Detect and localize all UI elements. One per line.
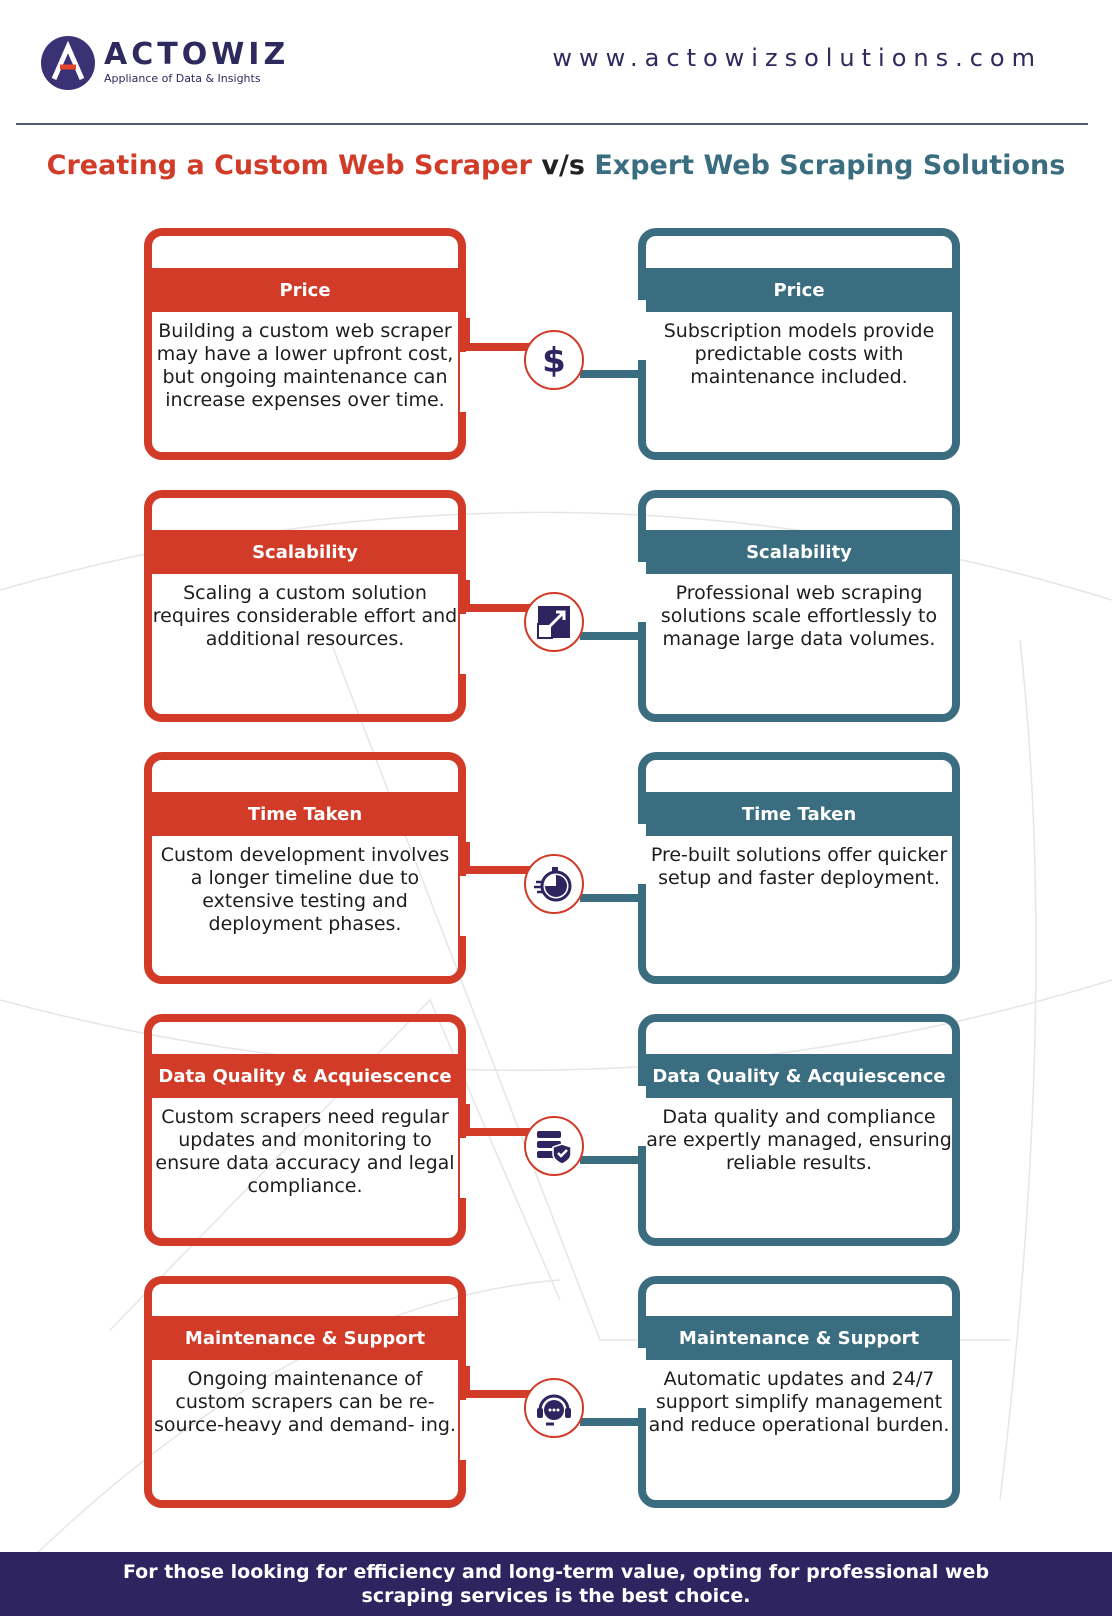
card-expert-data-quality bbox=[638, 1014, 960, 1246]
card-text: Automatic updates and 24/7 support simplify management and reduce operational burden. bbox=[648, 1368, 950, 1436]
card-text: Subscription models provide predictable costs with maintenance included. bbox=[663, 320, 935, 388]
card-expert-scalability bbox=[638, 490, 960, 722]
footer-banner bbox=[0, 1552, 1112, 1616]
card-heading: Maintenance & Support bbox=[144, 1316, 466, 1360]
card-text: Ongoing maintenance of custom scrapers can be re- source-heavy and demand- ing. bbox=[154, 1368, 456, 1436]
card-text: Professional web scraping solutions scale effortlessly to manage large data volumes. bbox=[660, 582, 938, 650]
svg-text:$: $ bbox=[542, 341, 566, 380]
title-expert: Expert Web Scraping Solutions bbox=[594, 150, 1066, 181]
logo-name: ACTOWIZ bbox=[104, 37, 290, 72]
website-link[interactable]: www.actowizsolutions.com bbox=[552, 44, 1042, 72]
title-vs: v/s bbox=[541, 150, 585, 181]
card-heading: Price bbox=[638, 268, 960, 312]
card-custom-scalability bbox=[144, 490, 466, 722]
scale-up-icon bbox=[524, 592, 584, 652]
card-heading: Data Quality & Acquiescence bbox=[638, 1054, 960, 1098]
card-custom-time bbox=[144, 752, 466, 984]
dollar-icon bbox=[524, 330, 584, 390]
card-heading: Time Taken bbox=[638, 792, 960, 836]
card-text: Building a custom web scraper may have a lower upfront cost, but ongoing maintenance can increase expenses over time. bbox=[156, 320, 454, 411]
card-custom-maintenance bbox=[144, 1276, 466, 1508]
footer-text: For those looking for efficiency and long-term value, opting for professional web scraping services is the best choice. bbox=[122, 1561, 990, 1607]
card-expert-maintenance bbox=[638, 1276, 960, 1508]
title-custom: Creating a Custom Web Scraper bbox=[46, 150, 532, 181]
card-heading: Maintenance & Support bbox=[638, 1316, 960, 1360]
card-expert-price bbox=[638, 228, 960, 460]
logo-tagline: Appliance of Data & Insights bbox=[104, 72, 261, 85]
card-custom-data-quality bbox=[144, 1014, 466, 1246]
support-headset-icon bbox=[524, 1378, 584, 1438]
card-heading: Scalability bbox=[638, 530, 960, 574]
card-text: Scaling a custom solution requires considerable effort and additional resources. bbox=[152, 582, 458, 650]
card-heading: Scalability bbox=[144, 530, 466, 574]
card-heading: Price bbox=[144, 268, 466, 312]
stopwatch-icon bbox=[524, 854, 584, 914]
card-text: Data quality and compliance are expertly managed, ensuring reliable results. bbox=[646, 1106, 952, 1174]
card-heading: Data Quality & Acquiescence bbox=[144, 1054, 466, 1098]
card-text: Custom scrapers need regular updates and monitoring to ensure data accuracy and legal compliance. bbox=[155, 1106, 455, 1197]
card-custom-price bbox=[144, 228, 466, 460]
card-text: Pre-built solutions offer quicker setup and faster deployment. bbox=[650, 844, 948, 889]
card-expert-time bbox=[638, 752, 960, 984]
card-heading: Time Taken bbox=[144, 792, 466, 836]
card-text: Custom development involves a longer timeline due to extensive testing and deployment phases. bbox=[160, 844, 450, 935]
database-shield-icon bbox=[524, 1116, 584, 1176]
